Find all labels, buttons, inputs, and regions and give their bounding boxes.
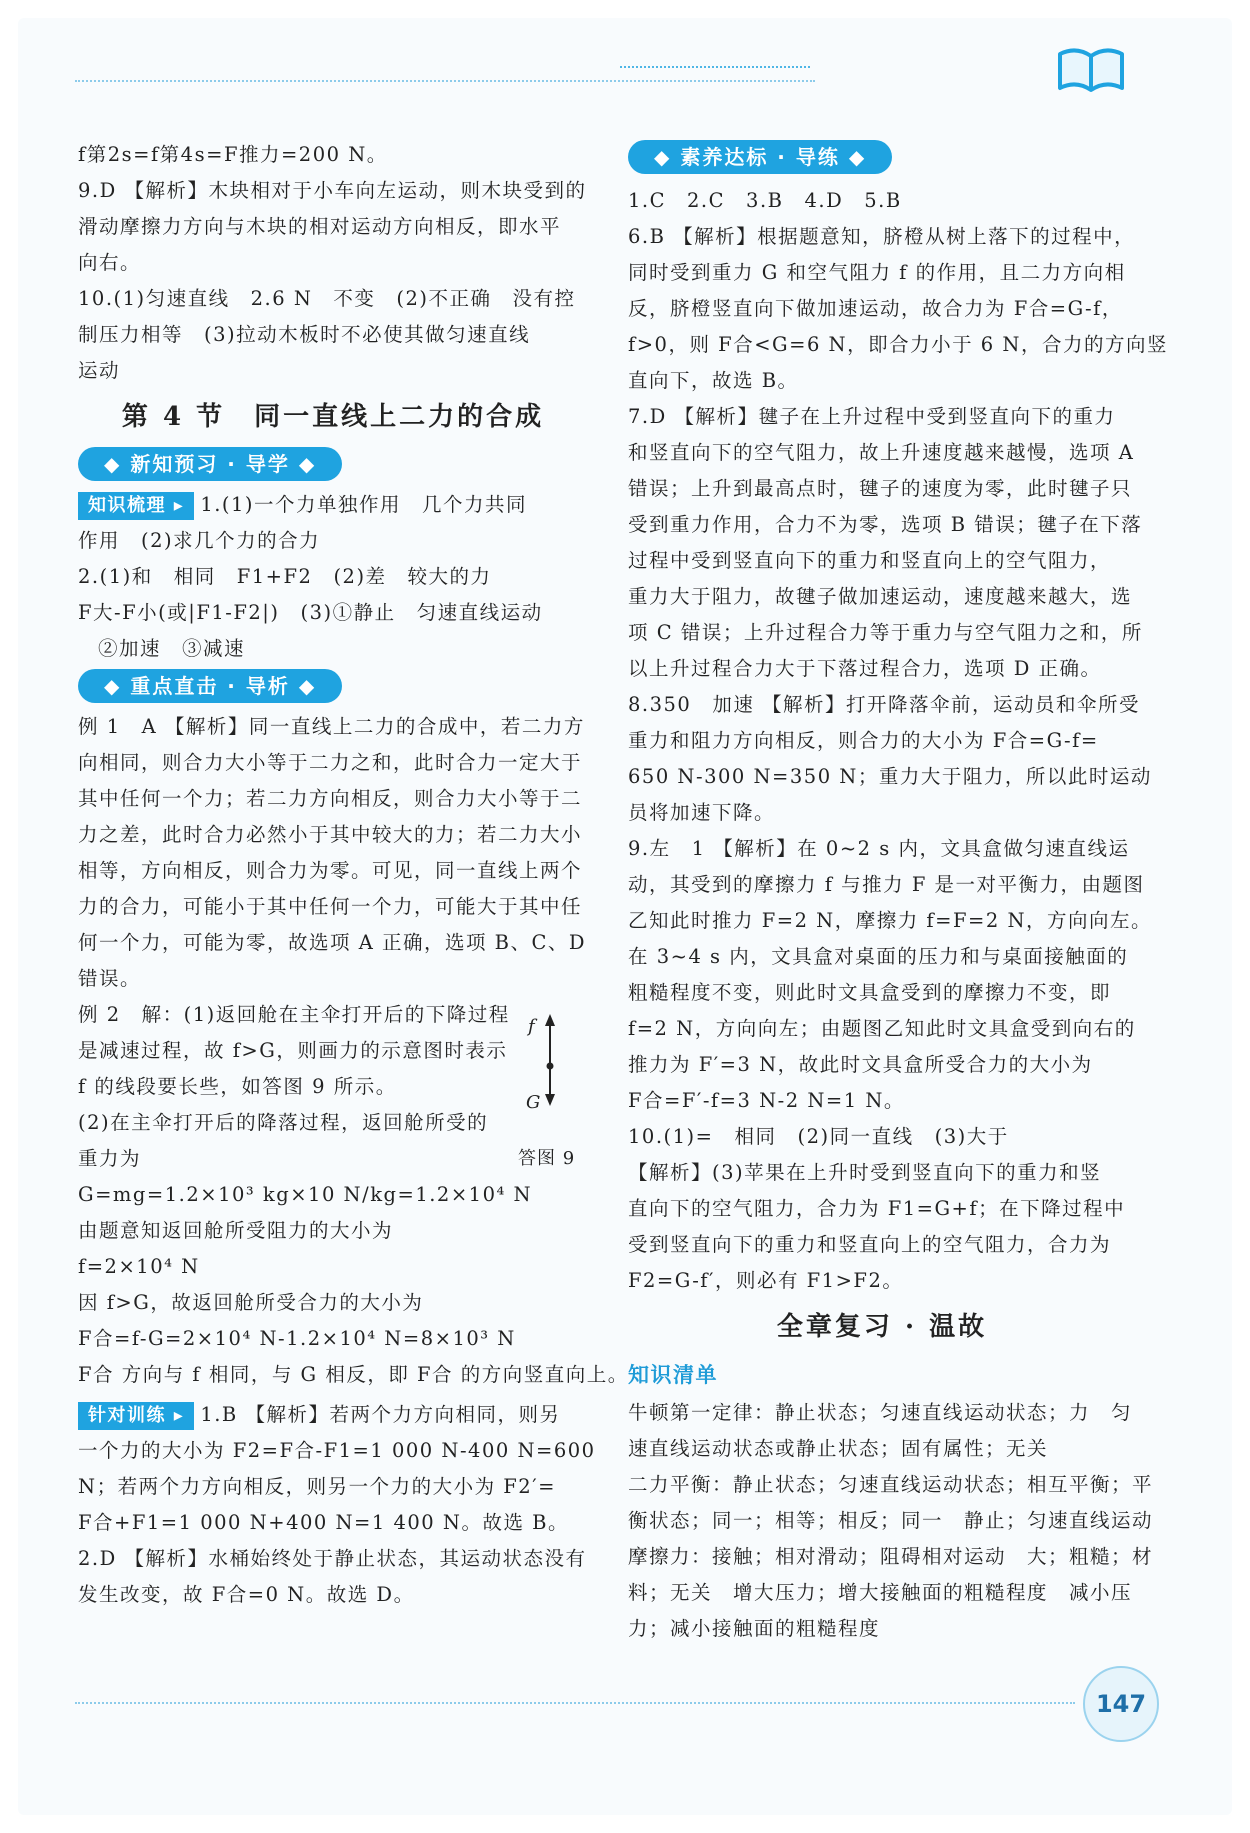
force-diagram xyxy=(520,1010,600,1180)
text-line: 发生改变，故 F合=0 N。故选 D。 xyxy=(78,1583,415,1606)
text-line: 粗糙程度不变，则此时文具盒受到的摩擦力不变，即 xyxy=(628,981,1112,1004)
text-line: 8.350 加速 【解析】打开降落伞前，运动员和伞所受 xyxy=(628,693,1141,716)
text-line: 向右。 xyxy=(78,251,142,274)
right-column xyxy=(628,183,1168,1647)
text-line: F2=G-f′，则必有 F1>F2。 xyxy=(628,1269,904,1292)
text-line: 同时受到重力 G 和空气阻力 f 的作用，且二力方向相 xyxy=(628,261,1126,284)
text-line: 一个力的大小为 F2=F合-F1=1 000 N-400 N=600 xyxy=(78,1439,596,1462)
text-line: 9.D 【解析】木块相对于小车向左运动，则木块受到的 xyxy=(78,179,587,202)
text-line: 向相同，则合力大小等于二力之和，此时合力一定大于 xyxy=(78,751,583,774)
text-line: 乙知此时推力 F=2 N，摩擦力 f=F=2 N，方向向左。 xyxy=(628,909,1153,932)
left-column xyxy=(78,137,629,1613)
text-line: f=2×10⁴ N xyxy=(78,1255,200,1278)
text-line: 力；减小接触面的粗糙程度 xyxy=(628,1617,881,1640)
text-line: F合=F′-f=3 N-2 N=1 N。 xyxy=(628,1089,905,1112)
text-line: 力的合力，可能小于其中任何一个力，可能大于其中任 xyxy=(78,895,583,918)
text-line: 受到竖直向下的重力和竖直向上的空气阻力，合力为 xyxy=(628,1233,1112,1256)
text-line: 因 f>G，故返回舱所受合力的大小为 xyxy=(78,1291,424,1314)
text-line: 员将加速下降。 xyxy=(628,801,776,824)
text-line: 以上升过程合力大于下落过程合力，选项 D 正确。 xyxy=(628,657,1102,680)
text-line: 6.B 【解析】根据题意知，脐橙从树上落下的过程中， xyxy=(628,225,1136,248)
text-line: N；若两个力方向相反，则另一个力的大小为 F2′= xyxy=(78,1475,556,1498)
text-line: 650 N-300 N=350 N；重力大于阻力，所以此时运动 xyxy=(628,765,1152,788)
text-line: 10.(1)匀速直线 2.6 N 不变 (2)不正确 没有控 xyxy=(78,287,576,310)
text-line: 在 3~4 s 内，文具盒对桌面的压力和与桌面接触面的 xyxy=(628,945,1129,968)
text-line: 重力为 xyxy=(78,1147,142,1170)
text-line: 作用 (2)求几个力的合力 xyxy=(78,529,321,552)
text-line: 运动 xyxy=(78,359,121,382)
header-dotted-line-2 xyxy=(620,66,810,68)
text-line: F合+F1=1 000 N+400 N=1 400 N。故选 B。 xyxy=(78,1511,570,1534)
text-line: ②加速 ③减速 xyxy=(98,637,246,660)
text-line: 1.(1)一个力单独作用 几个力共同 xyxy=(200,493,528,516)
text-line: f>0，则 F合<G=6 N，即合力小于 6 N，合力的方向竖 xyxy=(628,333,1168,356)
text-line: 重力和阻力方向相反，则合力的大小为 F合=G-f= xyxy=(628,729,1099,752)
text-line: 推力为 F′=3 N，故此时文具盒所受合力的大小为 xyxy=(628,1053,1093,1076)
text-line: 二力平衡：静止状态；匀速直线运动状态；相互平衡；平 xyxy=(628,1473,1154,1496)
header-dotted-line xyxy=(75,80,815,82)
text-line: 受到重力作用，合力不为零，选项 B 错误；毽子在下落 xyxy=(628,513,1143,536)
text-line: (2)在主伞打开后的降落过程，返回舱所受的 xyxy=(78,1111,489,1134)
text-line: 7.D 【解析】毽子在上升过程中受到竖直向下的重力 xyxy=(628,405,1116,428)
page-number: 147 xyxy=(1083,1666,1159,1742)
text-line: 料；无关 增大压力；增大接触面的粗糙程度 减小压 xyxy=(628,1581,1133,1604)
text-line: 动，其受到的摩擦力 f 与推力 F 是一对平衡力，由题图 xyxy=(628,873,1145,896)
figure-caption: 答图 9 xyxy=(518,1148,576,1169)
text-line: f第2s=f第4s=F推力=200 N。 xyxy=(78,143,388,166)
text-line: 其中任何一个力；若二力方向相反，则合力大小等于二 xyxy=(78,787,583,810)
text-line: 错误；上升到最高点时，毽子的速度为零，此时毽子只 xyxy=(628,477,1133,500)
text-line: 2.D 【解析】水桶始终处于静止状态，其运动状态没有 xyxy=(78,1547,587,1570)
text-line: 速直线运动状态或静止状态；固有属性；无关 xyxy=(628,1437,1049,1460)
text-line: 过程中受到竖直向下的重力和竖直向上的空气阻力， xyxy=(628,549,1112,572)
banner-practice: ◆ 素养达标 · 导练 ◆ xyxy=(628,140,892,174)
open-book-icon xyxy=(1056,44,1126,96)
text-line: 相等，方向相反，则合力为零。可见，同一直线上两个 xyxy=(78,859,583,882)
text-line: 错误。 xyxy=(78,967,142,990)
fig-label-f: f xyxy=(528,1016,535,1037)
text-line: 牛顿第一定律：静止状态；匀速直线运动状态；力 匀 xyxy=(628,1401,1133,1424)
text-line: 1.B 【解析】若两个力方向相同，则另 xyxy=(200,1403,561,1426)
text-line: 滑动摩擦力方向与木块的相对运动方向相反，即水平 xyxy=(78,215,562,238)
knowledge-list-heading: 知识清单 xyxy=(628,1363,718,1387)
text-line: 是减速过程，故 f>G，则画力的示意图时表示 xyxy=(78,1039,508,1062)
text-line: f=2 N，方向向左；由题图乙知此时文具盒受到向右的 xyxy=(628,1017,1136,1040)
text-line: F合=f-G=2×10⁴ N-1.2×10⁴ N=8×10³ N xyxy=(78,1327,516,1350)
banner-preview: ◆ 新知预习 · 导学 ◆ xyxy=(78,447,342,481)
text-line: 何一个力，可能为零，故选项 A 正确，选项 B、C、D xyxy=(78,931,587,954)
text-line: 10.(1)= 相同 (2)同一直线 (3)大于 xyxy=(628,1125,1009,1148)
text-line: 9.左 1 【解析】在 0~2 s 内，文具盒做匀速直线运 xyxy=(628,837,1130,860)
banner-focus: ◆ 重点直击 · 导析 ◆ xyxy=(78,669,342,703)
text-line: 反，脐橙竖直向下做加速运动，故合力为 F合=G-f， xyxy=(628,297,1123,320)
text-line: 直向下，故选 B。 xyxy=(628,369,799,392)
text-line: 摩擦力：接触；相对滑动；阻碍相对运动 大；粗糙；材 xyxy=(628,1545,1154,1568)
fig-label-g: G xyxy=(526,1092,541,1113)
force-arrows xyxy=(520,1010,600,1140)
text-line: 和竖直向下的空气阻力，故上升速度越来越慢，选项 A xyxy=(628,441,1135,464)
text-line: 【解析】(3)苹果在上升时受到竖直向下的重力和竖 xyxy=(628,1161,1102,1184)
review-title: 全章复习 · 温故 xyxy=(776,1312,988,1342)
text-line: 例 1 A 【解析】同一直线上二力的合成中，若二力方 xyxy=(78,715,585,738)
text-line: 制压力相等 (3)拉动木板时不必使其做匀速直线 xyxy=(78,323,531,346)
text-line: F大-F小(或|F1-F2|) (3)①静止 匀速直线运动 xyxy=(78,601,543,624)
text-line: 1.C 2.C 3.B 4.D 5.B xyxy=(628,189,902,212)
text-line: f 的线段要长些，如答图 9 所示。 xyxy=(78,1075,397,1098)
text-line: 例 2 解：(1)返回舱在主伞打开后的下降过程 xyxy=(78,1003,510,1026)
label-training: 针对训练 ▸ xyxy=(78,1402,194,1430)
label-knowledge: 知识梳理 ▸ xyxy=(78,492,194,520)
text-line: 直向下的空气阻力，合力为 F1=G+f；在下降过程中 xyxy=(628,1197,1126,1220)
text-line: F合 方向与 f 相同，与 G 相反，即 F合 的方向竖直向上。 xyxy=(78,1363,629,1386)
text-line: 衡状态；同一；相等；相反；同一 静止；匀速直线运动 xyxy=(628,1509,1154,1532)
text-line: G=mg=1.2×10³ kg×10 N/kg=1.2×10⁴ N xyxy=(78,1183,533,1206)
text-line: 力之差，此时合力必然小于其中较大的力；若二力大小 xyxy=(78,823,583,846)
text-line: 重力大于阻力，故毽子做加速运动，速度越来越大，选 xyxy=(628,585,1133,608)
footer-dotted-line xyxy=(75,1702,1075,1704)
section-title: 第 4 节 同一直线上二力的合成 xyxy=(121,402,545,432)
text-line: 项 C 错误；上升过程合力等于重力与空气阻力之和，所 xyxy=(628,621,1143,644)
text-line: 由题意知返回舱所受阻力的大小为 xyxy=(78,1219,394,1242)
text-line: 2.(1)和 相同 F1+F2 (2)差 较大的力 xyxy=(78,565,492,588)
